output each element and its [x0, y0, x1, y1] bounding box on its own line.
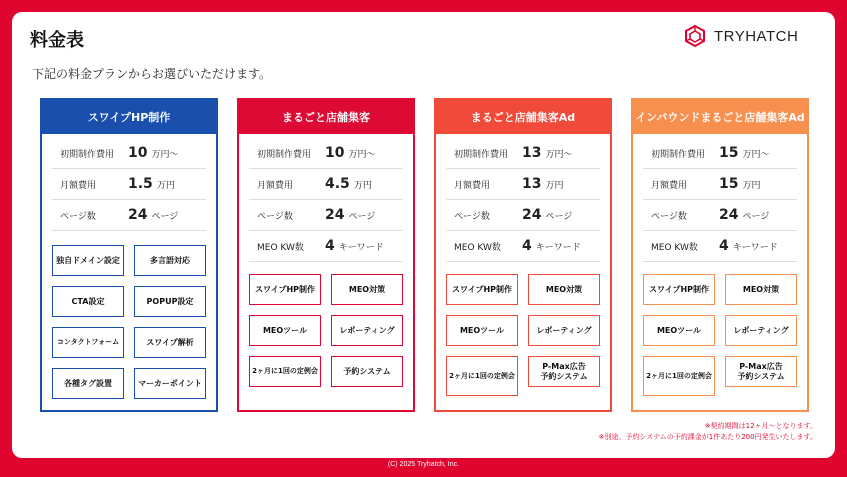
note-contract: ※契約期間は12ヶ月～となります。: [704, 422, 817, 430]
feature-tag: MEOツール: [446, 315, 518, 346]
price-row: [249, 138, 403, 169]
price-label: ページ数: [60, 211, 96, 222]
price-value: 10: [128, 145, 148, 161]
price-value: 13: [522, 176, 542, 192]
feature-tag: P-Max広告 予約システム: [528, 356, 600, 387]
plan-title: スワイプHP制作: [42, 100, 216, 134]
price-label: 月額費用: [454, 180, 491, 191]
feature-tag: 多言語対応: [134, 245, 206, 276]
price-value: 24: [325, 207, 345, 223]
feature-tag: 2ヶ月に1回の定例会: [249, 356, 321, 387]
price-row: [446, 200, 600, 231]
price-label: 初期制作費用: [651, 149, 706, 160]
price-row: [446, 169, 600, 200]
price-row: [643, 231, 797, 262]
feature-tag: MEO対策: [528, 274, 600, 305]
price-unit: 万円～: [545, 149, 573, 160]
price-unit: キーワード: [535, 242, 581, 253]
price-label: MEO KW数: [257, 242, 304, 253]
price-unit: 万円: [545, 180, 564, 191]
price-value: 10: [325, 145, 345, 161]
feature-tags: [239, 262, 413, 387]
feature-tag: 2ヶ月に1回の定例会: [643, 356, 715, 396]
page-subtitle: 下記の料金プランからお選びいただけます。: [32, 67, 272, 81]
price-value: 4: [522, 238, 532, 254]
feature-tag: MEOツール: [643, 315, 715, 346]
feature-tag: CTA設定: [52, 286, 124, 317]
brand-name: TRYHATCH: [714, 27, 799, 45]
feature-tag: コンタクトフォーム: [52, 327, 124, 358]
feature-tag: 予約システム: [331, 356, 403, 387]
price-row: [446, 138, 600, 169]
tryhatch-logo-icon: [684, 25, 706, 47]
feature-tag: MEO対策: [331, 274, 403, 305]
price-row: [249, 231, 403, 262]
price-row: [643, 138, 797, 169]
feature-tag: スワイプ解析: [134, 327, 206, 358]
feature-tag: 独自ドメイン設定: [52, 245, 124, 276]
plan-title: まるごと店舗集客: [239, 100, 413, 134]
price-unit: 万円～: [151, 149, 179, 160]
feature-tag: マーカーポイント: [134, 368, 206, 399]
feature-tags: [436, 262, 610, 396]
price-value: 4: [325, 238, 335, 254]
feature-tag: スワイプHP制作: [643, 274, 715, 305]
feature-tags: [42, 231, 216, 399]
price-row: [52, 138, 206, 169]
feature-tag: レポーティング: [528, 315, 600, 346]
price-label: 初期制作費用: [454, 149, 509, 160]
price-unit: ページ: [348, 211, 376, 222]
price-unit: ページ: [545, 211, 573, 222]
price-rows: [643, 138, 797, 262]
plan-card: [631, 98, 809, 412]
note-reservation: ※別途、予約システムの予約課金が1件あたり200円発生いたします。: [598, 433, 817, 442]
price-value: 24: [128, 207, 148, 223]
plan-card: [40, 98, 218, 412]
price-label: ページ数: [257, 211, 293, 222]
page-title: 料金表: [30, 30, 84, 51]
price-unit: 万円～: [742, 149, 770, 160]
price-row: [52, 169, 206, 200]
price-value: 4: [719, 238, 729, 254]
feature-tag: スワイプHP制作: [249, 274, 321, 305]
price-row: [249, 169, 403, 200]
feature-tag: MEO対策: [725, 274, 797, 305]
price-unit: キーワード: [732, 242, 778, 253]
price-rows: [446, 138, 600, 262]
feature-tag: POPUP設定: [134, 286, 206, 317]
price-label: MEO KW数: [454, 242, 501, 253]
feature-tag: スワイプHP制作: [446, 274, 518, 305]
feature-tag: レポーティング: [331, 315, 403, 346]
price-label: ページ数: [454, 211, 490, 222]
price-value: 24: [522, 207, 542, 223]
price-rows: [52, 138, 206, 231]
price-unit: ページ: [742, 211, 770, 222]
price-value: 24: [719, 207, 739, 223]
price-unit: 万円～: [348, 149, 376, 160]
feature-tag: MEOツール: [249, 315, 321, 346]
price-row: [643, 200, 797, 231]
brand-logo: [684, 25, 798, 47]
price-value: 15: [719, 176, 739, 192]
price-label: 月額費用: [651, 180, 688, 191]
price-unit: 万円: [742, 180, 761, 191]
price-rows: [249, 138, 403, 262]
price-row: [249, 200, 403, 231]
notes: [599, 421, 817, 443]
price-row: [446, 231, 600, 262]
price-unit: ページ: [151, 211, 179, 222]
price-row: [52, 200, 206, 231]
feature-tag: P-Max広告 予約システム: [725, 356, 797, 387]
price-unit: 万円: [353, 180, 372, 191]
price-row: [643, 169, 797, 200]
price-value: 4.5: [325, 176, 350, 192]
feature-tag: レポーティング: [725, 315, 797, 346]
feature-tag: 2ヶ月に1回の定例会: [446, 356, 518, 396]
price-value: 1.5: [128, 176, 153, 192]
price-unit: 万円: [156, 180, 175, 191]
price-label: 初期制作費用: [257, 149, 312, 160]
price-value: 13: [522, 145, 542, 161]
plan-card: [237, 98, 415, 412]
price-label: MEO KW数: [651, 242, 698, 253]
feature-tags: [633, 262, 807, 396]
price-label: 月額費用: [257, 180, 294, 191]
plan-title: インバウンドまるごと店舗集客Ad: [633, 100, 807, 134]
price-value: 15: [719, 145, 739, 161]
price-label: 月額費用: [60, 180, 97, 191]
plan-card: [434, 98, 612, 412]
price-label: 初期制作費用: [60, 149, 115, 160]
feature-tag: 各種タグ設置: [52, 368, 124, 399]
copyright: (C) 2025 Tryhatch, Inc.: [387, 461, 460, 468]
price-unit: キーワード: [338, 242, 384, 253]
price-label: ページ数: [651, 211, 687, 222]
plan-title: まるごと店舗集客Ad: [436, 100, 610, 134]
